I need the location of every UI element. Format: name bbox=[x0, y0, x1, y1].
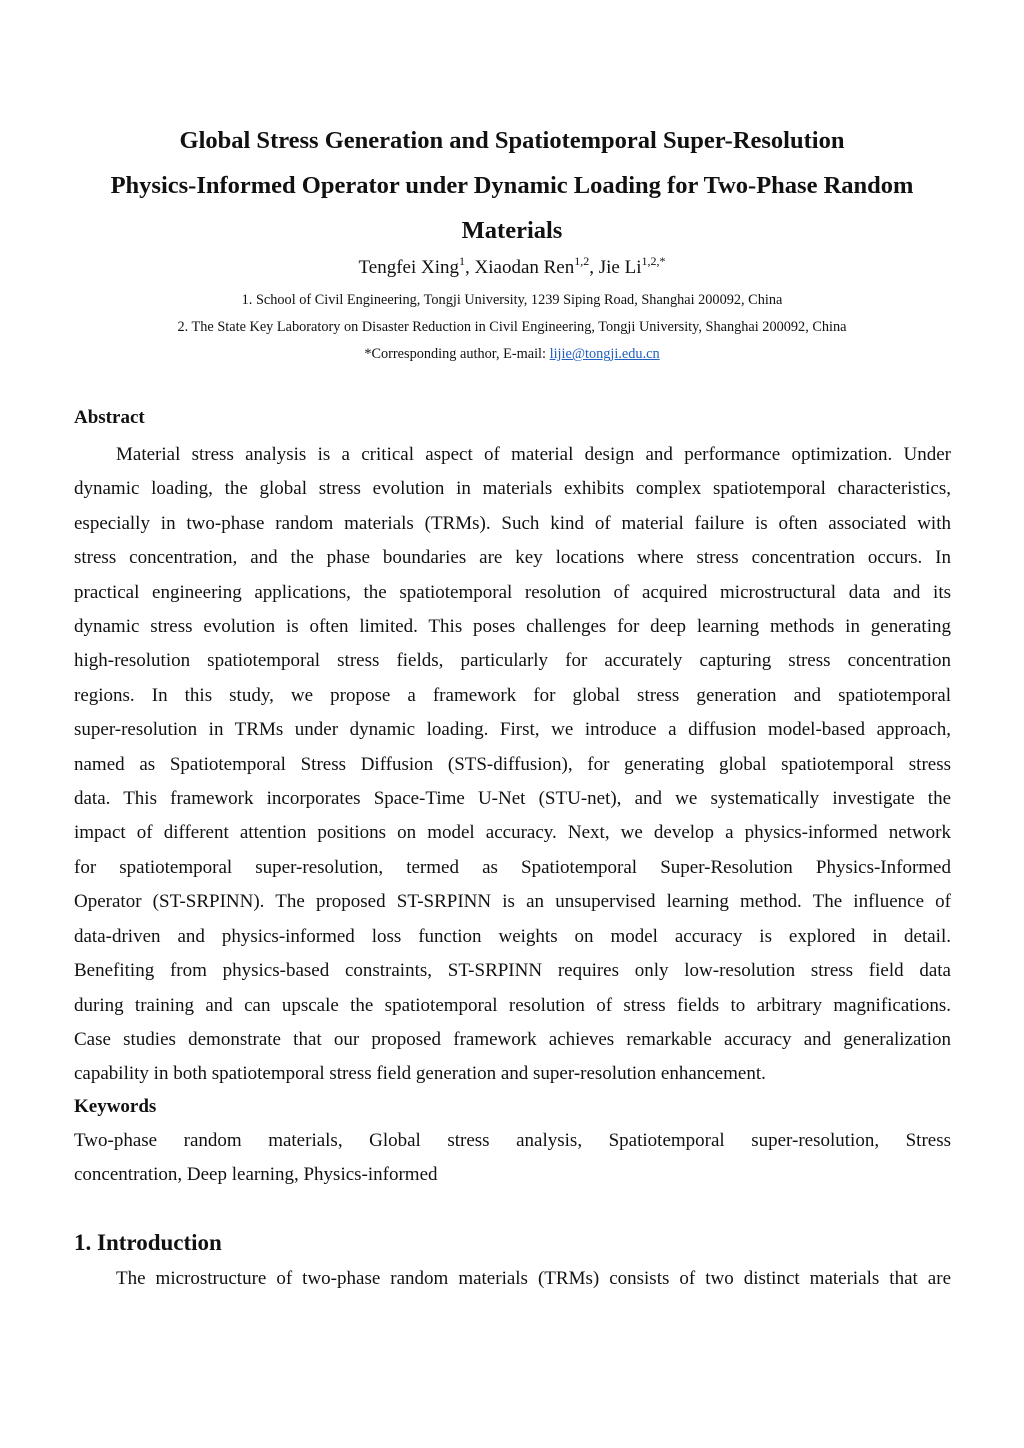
abstract-line: data-driven and physics-informed loss function weights on model accuracy is explored in detail. bbox=[74, 925, 951, 947]
author-affiliation-mark: 1,2,* bbox=[641, 254, 666, 268]
abstract-line: Benefiting from physics-based constraints, ST-SRPINN requires only low-resolution stress field data bbox=[74, 960, 951, 982]
author-name: Tengfei Xing bbox=[358, 257, 460, 278]
abstract-line: capability in both spatiotemporal stress field generation and super-resolution enhancement. bbox=[74, 1063, 766, 1085]
abstract-line: during training and can upscale the spatiotemporal resolution of stress fields to arbitrary magnifications. bbox=[74, 994, 951, 1016]
introduction-body bbox=[74, 1262, 951, 1296]
abstract-line: impact of different attention positions on model accuracy. Next, we develop a physics-informed network bbox=[74, 822, 951, 844]
title-line-2: Physics-Informed Operator under Dynamic Loading for Two-Phase Random bbox=[110, 172, 914, 199]
abstract-line: super-resolution in TRMs under dynamic loading. First, we introduce a diffusion model-based approach, bbox=[74, 719, 951, 741]
abstract-line: stress concentration, and the phase boundaries are key locations where stress concentration occurs. In bbox=[74, 547, 951, 569]
email-link[interactable]: lijie@tongji.edu.cn bbox=[549, 346, 660, 362]
keywords-line: concentration, Deep learning, Physics-informed bbox=[74, 1164, 438, 1186]
abstract-line: named as Spatiotemporal Stress Diffusion (STS-diffusion), for generating global spatiotemporal stress bbox=[74, 753, 951, 775]
abstract-line: Case studies demonstrate that our proposed framework achieves remarkable accuracy and generalization bbox=[74, 1028, 951, 1050]
author-affiliation-mark: 1 bbox=[459, 254, 466, 268]
abstract-line: practical engineering applications, the spatiotemporal resolution of acquired microstructural data and its bbox=[74, 581, 951, 603]
abstract-line: especially in two-phase random materials (TRMs). Such kind of material failure is often associated with bbox=[74, 512, 951, 534]
author-name: Jie Li bbox=[598, 257, 642, 278]
abstract-line: regions. In this study, we propose a framework for global stress generation and spatiotemporal bbox=[74, 684, 951, 706]
abstract-line: high-resolution spatiotemporal stress fields, particularly for accurately capturing stress concentration bbox=[74, 650, 951, 672]
abstract-line: data. This framework incorporates Space-Time U-Net (STU-net), and we systematically investigate the bbox=[74, 788, 951, 810]
abstract-line: for spatiotemporal super-resolution, termed as Spatiotemporal Super-Resolution Physics-Informed bbox=[74, 856, 951, 878]
abstract-line: dynamic stress evolution is often limited. This poses challenges for deep learning methods in generating bbox=[74, 616, 951, 638]
author-name: Xiaodan Ren bbox=[474, 257, 575, 278]
author-separator: , bbox=[465, 257, 475, 278]
abstract-body bbox=[74, 438, 951, 1092]
keywords-heading: Keywords bbox=[74, 1096, 157, 1117]
paper-title bbox=[60, 118, 964, 253]
abstract-line: Material stress analysis is a critical aspect of material design and performance optimization. Under bbox=[116, 444, 951, 465]
introduction-heading: 1. Introduction bbox=[74, 1230, 222, 1255]
author-separator: , bbox=[589, 257, 599, 278]
keywords-line: Two-phase random materials, Global stress analysis, Spatiotemporal super-resolution, Stress bbox=[74, 1130, 951, 1151]
corresponding-author bbox=[0, 344, 1024, 364]
corresponding-label: *Corresponding author, E-mail: bbox=[364, 346, 550, 362]
introduction-line: The microstructure of two-phase random materials (TRMs) consists of two distinct materials that are bbox=[116, 1268, 951, 1289]
title-line-1: Global Stress Generation and Spatiotemporal Super-Resolution bbox=[179, 127, 845, 154]
abstract-heading: Abstract bbox=[74, 407, 145, 428]
affiliation-2: 2. The State Key Laboratory on Disaster Reduction in Civil Engineering, Tongji University, Shanghai 200092, China bbox=[177, 319, 847, 335]
abstract-line: Operator (ST-SRPINN). The proposed ST-SRPINN is an unsupervised learning method. The influence of bbox=[74, 891, 951, 913]
keywords-body bbox=[74, 1124, 951, 1193]
author-affiliation-mark: 1,2 bbox=[574, 254, 590, 268]
author-list bbox=[0, 254, 1024, 282]
abstract-line: dynamic loading, the global stress evolution in materials exhibits complex spatiotemporal characteristics, bbox=[74, 478, 951, 500]
title-line-3: Materials bbox=[461, 217, 563, 244]
affiliation-1: 1. School of Civil Engineering, Tongji University, 1239 Siping Road, Shanghai 200092, China bbox=[241, 292, 783, 308]
